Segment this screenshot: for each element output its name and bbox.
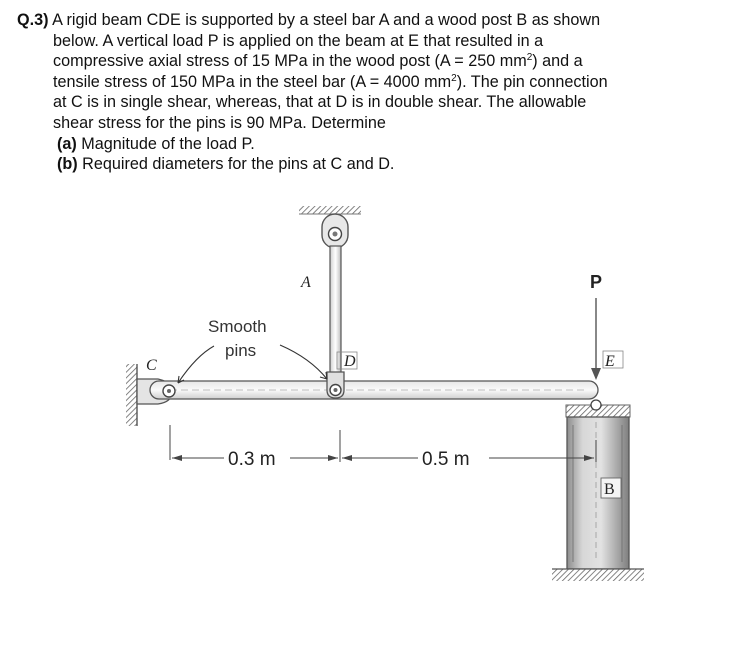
dimension-label-left: 0.3 m xyxy=(228,449,276,470)
part-a: (a) Magnitude of the load P. xyxy=(57,134,255,153)
question-line-2: below. A vertical load P is applied on the beam at E that resulted in a xyxy=(53,31,544,50)
question-line-4: tensile stress of 150 MPa in the steel bar (A = 4000 $mm^2$). The pin connection xyxy=(53,72,608,91)
question-line-3: compressive axial stress of 15 MPa in the wood post (A = 250 $mm^2$) and a xyxy=(53,52,583,71)
pin-e-icon xyxy=(591,400,601,410)
dimension-label-right: 0.5 m xyxy=(422,449,470,470)
question-number: Q.3) xyxy=(17,11,49,29)
ceiling-support xyxy=(299,206,361,214)
callout-leader-left xyxy=(178,346,214,383)
figure-label-b: B xyxy=(604,481,615,498)
steel-bar-a xyxy=(330,246,341,386)
question-line-1: Q.3) A rigid beam CDE is supported by a steel bar A and a wood post B as shown xyxy=(17,11,601,29)
figure-label-a: A xyxy=(301,274,311,291)
figure-label-p: P xyxy=(590,272,603,292)
left-wall xyxy=(126,364,137,426)
figure-label-d: D xyxy=(344,353,356,370)
smooth-pins-line1: Smooth xyxy=(208,317,267,336)
question-line-6: shear stress for the pins is 90 MPa. Determine xyxy=(53,113,386,132)
figure-label-c: C xyxy=(146,357,157,374)
callout-leader-right xyxy=(280,345,327,379)
part-b: (b) Required diameters for the pins at C and D. xyxy=(57,155,395,174)
question-line-5: at C is in single shear, whereas, that at D is in double shear. The allowable xyxy=(53,93,587,112)
figure-label-e: E xyxy=(605,353,615,370)
smooth-pins-line2: pins xyxy=(225,341,257,360)
ground-support xyxy=(552,569,644,581)
